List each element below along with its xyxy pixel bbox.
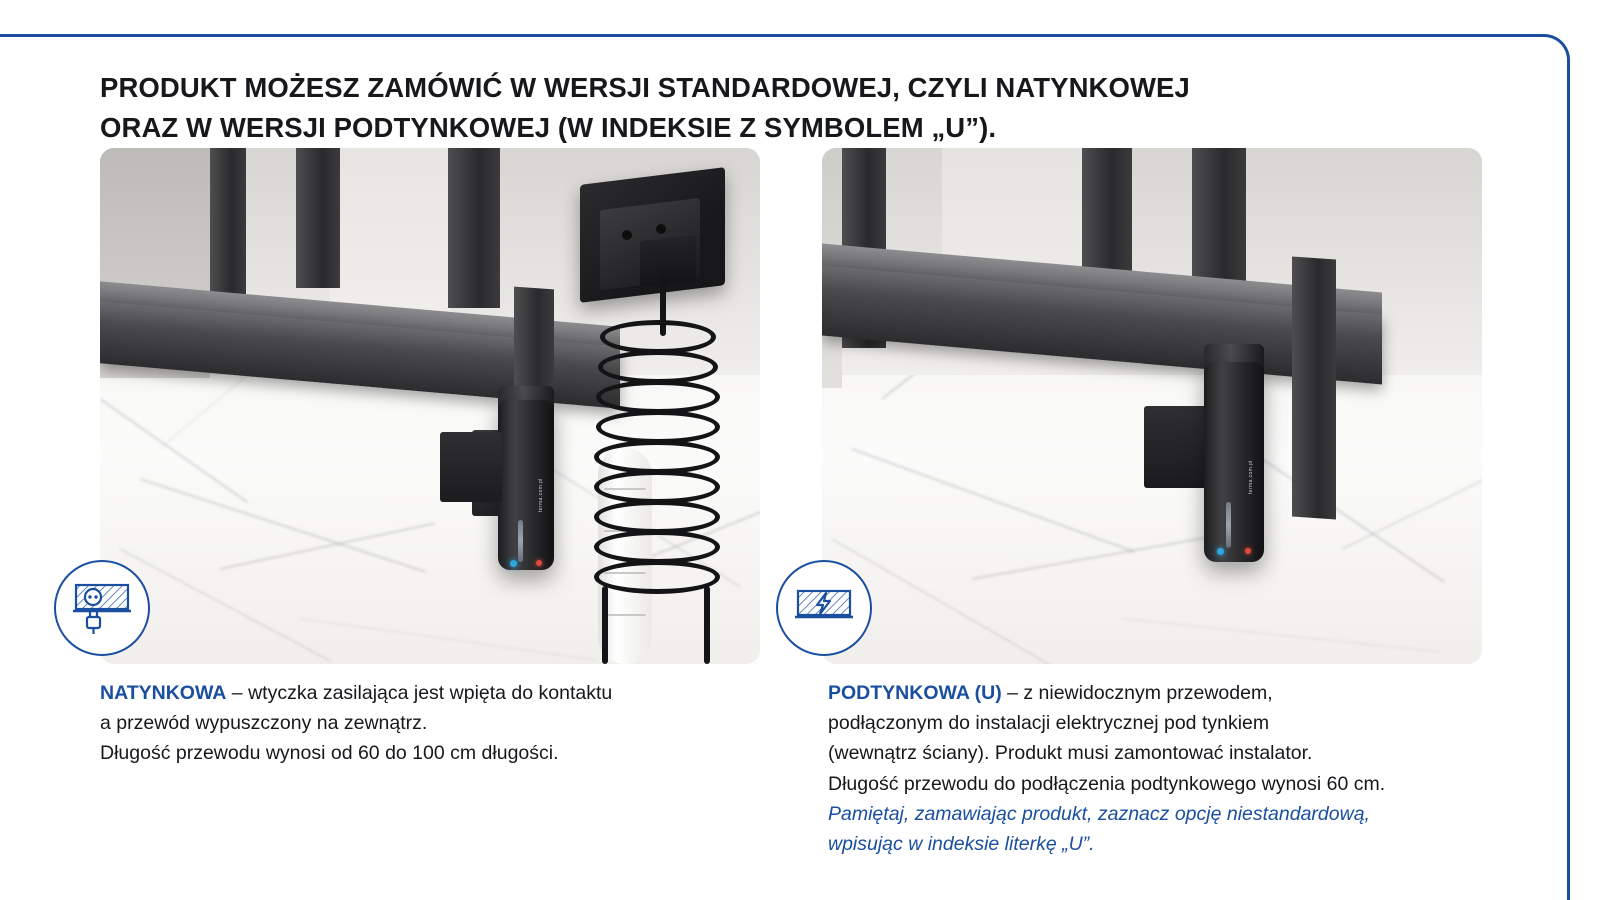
radiator-end-post [1292,256,1336,519]
badge-natynkowa [54,560,150,656]
caption-line: a przewód wypuszczony na zewnątrz. [100,712,428,735]
element-brand-label: terma.com.pl [538,478,544,512]
cable-segment [602,586,608,664]
card-natynkowa [100,148,760,664]
caption-note-line: Pamiętaj, zamawiając produkt, zaznacz opcję niestandardową, [828,802,1370,825]
coiled-cable [594,470,720,504]
towel-fold [604,614,646,616]
coiled-cable [596,380,720,414]
wall-bolt-icon [793,577,855,639]
coiled-cable [594,560,720,594]
led-red-icon [1245,548,1251,554]
heating-element [498,400,554,570]
heating-element [1204,362,1264,562]
cable-segment [704,586,710,664]
element-mount [440,432,502,502]
element-brand-label: terma.com.pl [1248,460,1254,494]
caption-line: (wewnątrz ściany). Produkt musi zamontować instalator. [828,742,1313,765]
caption-note-line: wpisując w indeksie literkę „U”. [828,833,1095,856]
socket-hole-icon [656,224,666,234]
radiator-post [1192,148,1246,298]
led-red-icon [536,560,542,566]
badge-podtynkowa [776,560,872,656]
led-blue-icon [510,560,517,567]
coiled-cable [594,500,720,534]
page-title-line-2: ORAZ W WERSJI PODTYNKOWEJ (W INDEKSIE Z SYMBOLEM „U”). [100,112,997,144]
caption-line: podłączonym do instalacji elektrycznej pod tynkiem [828,712,1270,735]
caption-line [828,678,1528,708]
caption-natynkowa [100,678,740,769]
element-indicator-strip [518,520,523,562]
caption-line-text: – z niewidocznym przewodem, [1001,682,1273,704]
coiled-cable [594,440,720,474]
led-blue-icon [1217,548,1224,555]
radiator-post [448,148,500,308]
power-plug [640,235,696,287]
page-title [100,68,1500,148]
photo-podtynkowa [822,148,1482,664]
radiator-post [210,148,246,308]
coiled-cable [600,320,716,354]
caption-title-podtynkowa: PODTYNKOWA (U) [828,682,1002,704]
caption-line: Długość przewodu wynosi od 60 do 100 cm długości. [100,742,559,765]
wall-socket-plug-icon [71,577,133,639]
caption-podtynkowa [828,678,1528,859]
photo-natynkowa [100,148,760,664]
caption-line-text: – wtyczka zasilająca jest wpięta do kontaktu [226,682,613,704]
radiator-post [296,148,340,288]
socket-hole-icon [622,230,632,240]
caption-title-natynkowa: NATYNKOWA [100,682,227,704]
element-indicator-strip [1226,502,1231,548]
coiled-cable [596,410,720,444]
coiled-cable [594,530,720,564]
card-podtynkowa [822,148,1482,664]
caption-line: Długość przewodu do podłączenia podtynkowego wynosi 60 cm. [828,772,1386,795]
wall-panel [330,148,450,328]
caption-line [100,678,740,708]
page-title-line-1: PRODUKT MOŻESZ ZAMÓWIĆ W WERSJI STANDARDOWEJ, CZYLI NATYNKOWEJ [100,72,1190,104]
coiled-cable [598,350,718,384]
